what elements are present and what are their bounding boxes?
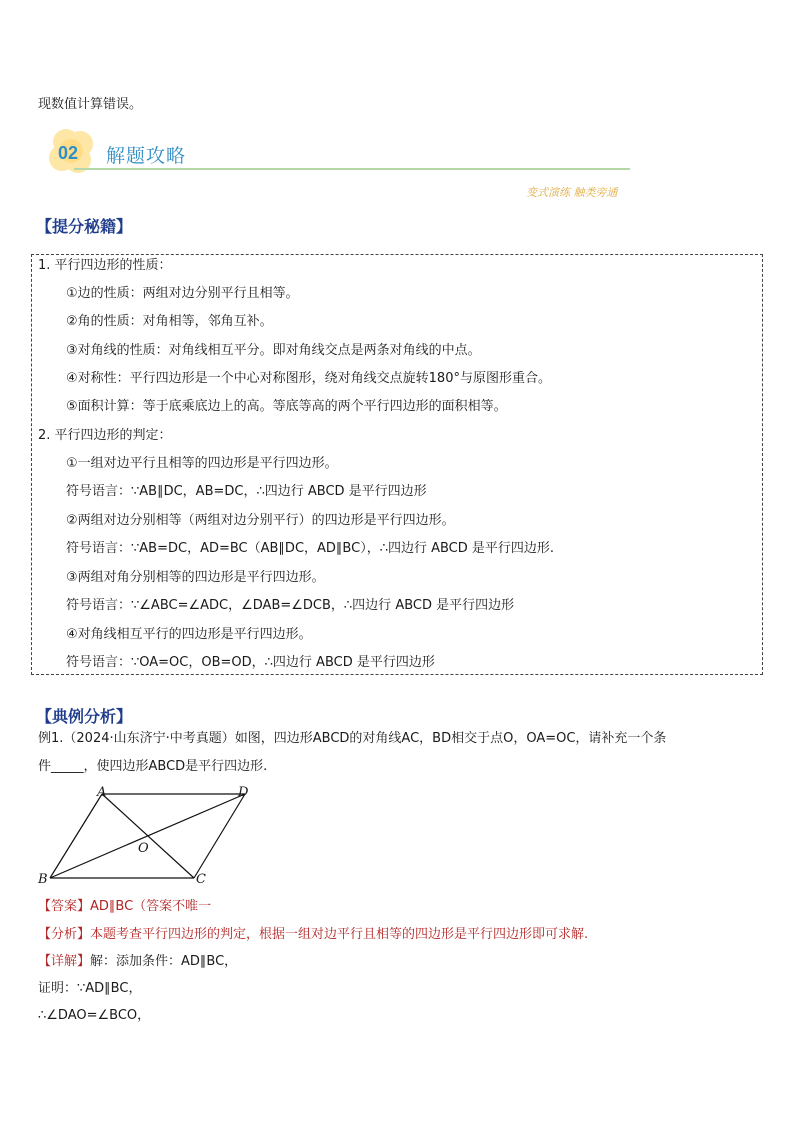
section-number: 02 — [58, 143, 79, 163]
continued-text: 现数值计算错误。 — [38, 97, 143, 112]
tips-line: 1. 平行四边形的性质： — [38, 258, 172, 273]
tips-line: ③对角线的性质：对角线相互平分。即对角线交点是两条对角线的中点。 — [66, 343, 481, 358]
detail-line — [38, 953, 237, 971]
tips-line: ③两组对角分别相等的四边形是平行四边形。 — [66, 570, 325, 585]
detail-text: 解：添加条件：AD∥BC， — [90, 954, 238, 969]
label-c: C — [196, 872, 206, 887]
section-title: 解题攻略 — [106, 145, 187, 167]
section-subtitle: 变式演练 触类旁通 — [526, 186, 618, 199]
tips-line: 符号语言：∵OA=OC，OB=OD，∴四边行 ABCD 是平行四边形 — [66, 655, 435, 670]
example-question: 例1.（2024·山东济宁·中考真题）如图，四边形ABCD的对角线AC，BD相交于点O，OA=OC，请补充一个条 — [38, 731, 667, 746]
label-b: B — [38, 872, 48, 887]
proof-line: 证明：∵AD∥BC， — [38, 981, 142, 996]
tips-line: 符号语言：∵AB=DC，AD=BC（AB∥DC，AD∥BC），∴四边行 ABCD 是平行四边形. — [66, 541, 555, 556]
proof-line: ∴∠DAO=∠BCO， — [38, 1008, 151, 1023]
example-heading: 【典例分析】 — [36, 707, 133, 726]
tips-line: ④对角线相互平行的四边形是平行四边形。 — [66, 627, 312, 642]
tips-line: ①一组对边平行且相等的四边形是平行四边形。 — [66, 456, 338, 471]
analysis-tag: 【分析】 — [38, 927, 91, 942]
tips-line: ①边的性质：两组对边分别平行且相等。 — [66, 286, 299, 301]
tips-line: ④对称性：平行四边形是一个中心对称图形，绕对角线交点旋转180°与原图形重合。 — [66, 371, 551, 386]
analysis-text: 本题考查平行四边形的判定，根据一组对边平行且相等的四边形是平行四边形即可求解. — [90, 927, 589, 942]
label-a: A — [97, 785, 107, 800]
label-d: D — [238, 785, 249, 800]
tips-line: ⑤面积计算：等于底乘底边上的高。等底等高的两个平行四边形的面积相等。 — [66, 399, 507, 414]
tips-line: 符号语言：∵AB∥DC，AB=DC，∴四边行 ABCD 是平行四边形 — [66, 484, 427, 499]
example-question-cont: 件_____，使四边形ABCD是平行四边形. — [38, 759, 268, 774]
section-divider — [74, 168, 630, 170]
answer-tag: 【答案】 — [38, 899, 91, 914]
analysis-line — [38, 926, 588, 944]
tips-line: ②两组对边分别相等（两组对边分别平行）的四边形是平行四边形。 — [66, 513, 455, 528]
answer-line — [38, 898, 211, 916]
detail-tag: 【详解】 — [38, 954, 91, 969]
parallelogram-figure — [34, 782, 254, 888]
tips-heading: 【提分秘籍】 — [36, 217, 133, 236]
tips-line: 2. 平行四边形的判定： — [38, 428, 172, 443]
answer-text: AD∥BC（答案不唯一 — [90, 899, 212, 914]
label-o: O — [138, 841, 149, 856]
tips-line: ②角的性质：对角相等，邻角互补。 — [66, 314, 273, 329]
tips-line: 符号语言：∵∠ABC=∠ADC，∠DAB=∠DCB，∴四边行 ABCD 是平行四边形 — [66, 598, 515, 613]
